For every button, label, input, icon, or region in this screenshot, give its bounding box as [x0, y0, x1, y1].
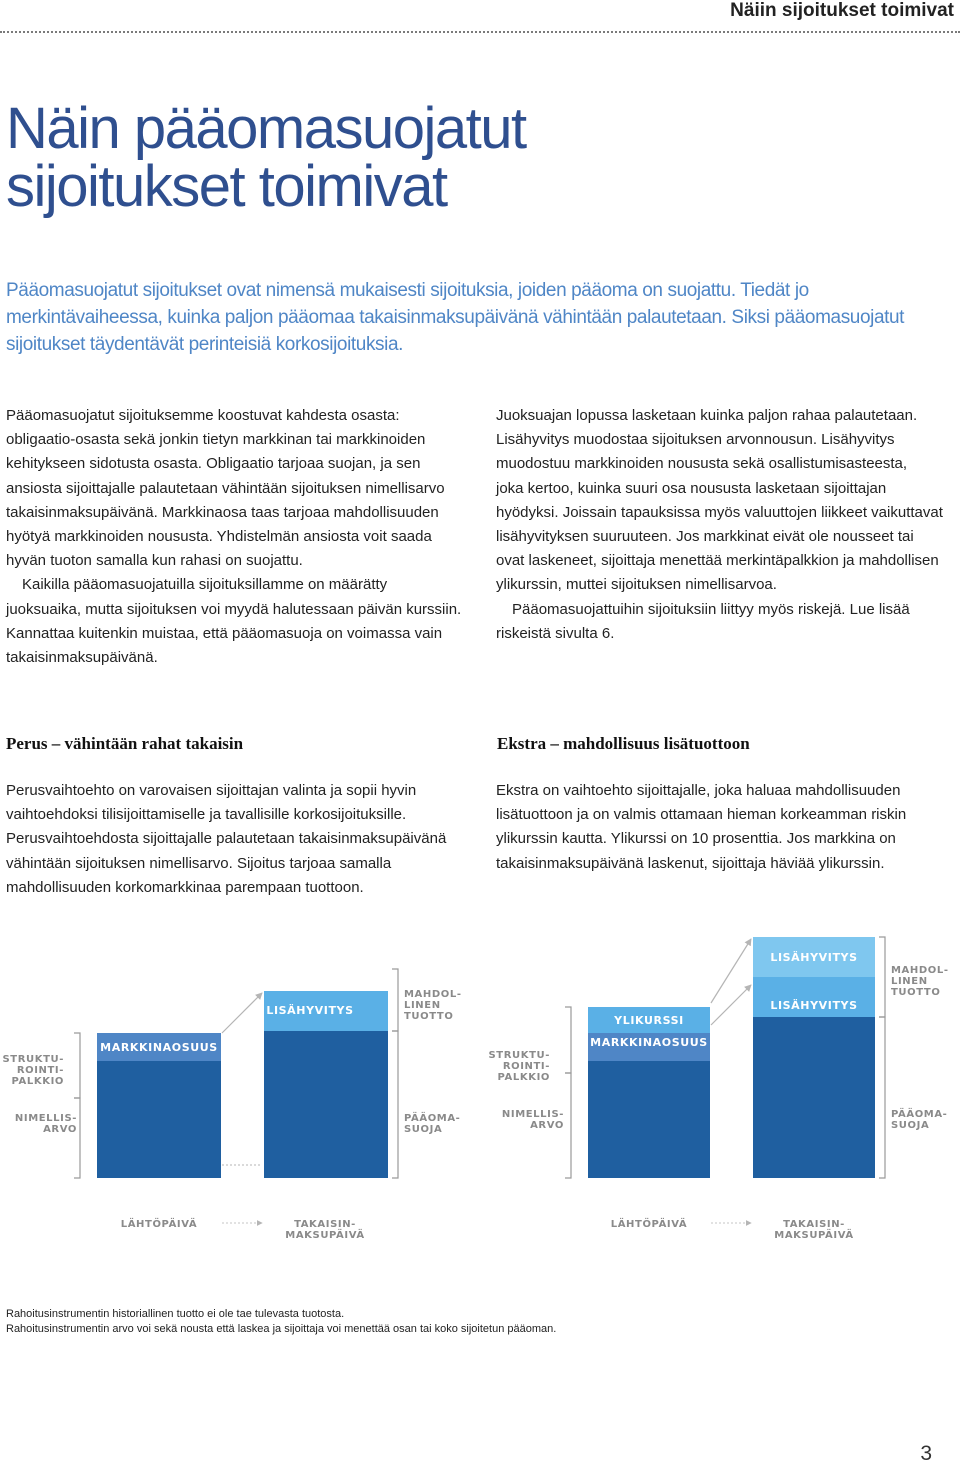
text-line: ovat laskeneet, sijoittaja menettää merkintäpalkkion ja mahdollisen — [496, 552, 939, 570]
ekstra-nimellis-label-1: NIMELLIS- — [501, 1109, 564, 1120]
ekstra-paaoma-label-2: SUOJA — [891, 1120, 930, 1131]
strukt-label-2: ROINTI- — [16, 1065, 64, 1076]
ekstra-takaisin-label-1: TAKAISIN- — [783, 1219, 845, 1230]
text-line: Kannattaa kuitenkin muistaa, että pääomasuoja on voimassa vain — [6, 624, 443, 642]
markkinaosuus-label: MARKKINAOSUUS — [100, 1041, 218, 1054]
text-line: vaihtoehdoksi tilisijoittamiselle ja tavallisille korkosijoituksille. — [6, 806, 407, 824]
text-line: juoksuaika, mutta sijoituksen voi myydä halutessaan päivän kurssiin. — [6, 600, 462, 618]
text-line: Pääomasuojatut sijoituksemme koostuvat kahdesta osasta: — [6, 407, 400, 424]
text-line: hyödyksi. Joissain tapauksissa myös valuuttojen liikkeet vaikuttavat — [496, 503, 943, 521]
ekstra-strukt-label-3: PALKKIO — [497, 1072, 550, 1083]
text-line: takaisinmaksupäivänä laskenut, sijoittaja häviää ylikurssin. — [496, 854, 885, 872]
footnote-1: Rahoitusinstrumentin historiallinen tuotto ei ole tae tulevasta tuotosta. — [6, 1308, 345, 1320]
ekstra-strukt-label-2: ROINTI- — [502, 1061, 550, 1072]
footnote-2: Rahoitusinstrumentin arvo voi sekä nousta että laskea ja sijoittaja voi menettää osan tai koko sijoitetun pääoman. — [6, 1323, 557, 1335]
mahdollinen-label-2: LINEN — [404, 1000, 441, 1011]
text-line: Juoksuajan lopussa lasketaan kuinka paljon rahaa palautetaan. — [496, 407, 918, 424]
perus-heading: Perus – vähintään rahat takaisin — [6, 734, 244, 753]
perus-description — [6, 779, 476, 900]
strukt-label-3: PALKKIO — [11, 1076, 64, 1087]
text-line: ylikurssin, muttei sijoituksen nimellisarvoa. — [496, 576, 777, 594]
text-line: vähintään sijoituksen nimellisarvo. Sijoitus tarjoaa samalla — [6, 854, 392, 872]
nimellisarvo-label: NIMELLISARVO — [275, 1185, 375, 1198]
body-column-right — [496, 404, 956, 646]
text-line: ylikurssin kautta. Ylikurssi on 10 prosenttia. Jos markkina on — [496, 830, 896, 848]
page-number: 3 — [920, 1442, 932, 1465]
nimellis-label-1: NIMELLIS- — [14, 1113, 77, 1124]
nimellis-label-2: ARVO — [43, 1124, 77, 1135]
page-title-line-1: Näin pääomasuojatut — [6, 96, 526, 161]
ekstra-mahdollinen-label-1: MAHDOL- — [891, 965, 949, 976]
header-divider — [0, 31, 960, 33]
text-line: Ekstra on vaihtoehto sijoittajalle, joka haluaa mahdollisuuden — [496, 782, 901, 799]
intro-line: merkintävaiheessa, kuinka paljon pääomaa takaisinmaksupäivänä vähintään palautetaan. Siksi pääomasuojatut — [6, 307, 905, 328]
ylikurssi-label: YLIKURSSI — [614, 1014, 684, 1027]
text-line: mahdollisuuden korkomarkkinaa parempaan tuottoon. — [6, 878, 364, 896]
ekstra-strukt-label-1: STRUKTU- — [488, 1050, 550, 1061]
obligation-label: OBLIGATION — [608, 1181, 690, 1194]
text-line: obligaatio-osasta sekä jonkin tietyn markkinan tai markkinoiden — [6, 431, 426, 449]
lisahyvitys-label: LISÄHYVITYS — [266, 1004, 354, 1017]
ekstra-description — [496, 779, 956, 876]
takaisin-label-1: TAKAISIN- — [294, 1219, 356, 1230]
ylikurssi-overlay — [0, 925, 960, 1055]
text-line: riskeistä sivulta 6. — [496, 624, 615, 642]
ekstra-lahtopaiva-label: LÄHTÖPÄIVÄ — [610, 1219, 688, 1230]
ekstra-nimellisarvo-label: NIMELLISARVO — [764, 1181, 864, 1194]
running-header: Näiin sijoitukset toimivat — [730, 0, 954, 21]
obligaatio-label: OBLIGAATIO — [118, 1185, 200, 1198]
text-line: Perusvaihtoehdosta sijoittajalle palautetaan takaisinmaksupäivänä — [6, 830, 447, 848]
text-line: Kaikilla pääomasuojatuilla sijoituksillamme on määrätty — [22, 576, 388, 594]
ekstra-markkinaosuus-label: MARKKINAOSUUS — [590, 1036, 708, 1049]
ekstra-heading: Ekstra – mahdollisuus lisätuottoon — [497, 734, 750, 753]
page-title-line-2: sijoitukset toimivat — [6, 154, 447, 219]
lisahyvitys-top-label: LISÄHYVITYS — [770, 951, 858, 964]
page-title — [6, 96, 526, 219]
ekstra-mahdollinen-label-2: LINEN — [891, 976, 928, 987]
paaoma-label-1: PÄÄOMA- — [404, 1113, 461, 1124]
text-line: takaisinmaksupäivänä. — [6, 649, 158, 667]
text-line: kehitykseen sidotusta osasta. Obligaatio tarjoaa suojan, ja sen — [6, 455, 421, 473]
text-line: Pääomasuojattuihin sijoituksiin liittyy myös riskejä. Lue lisää — [512, 600, 910, 618]
intro-line: Pääomasuojatut sijoitukset ovat nimensä mukaisesti sijoituksia, joiden pääoma on suojattu. Tiedät jo — [6, 280, 809, 301]
ekstra-mahdollinen-label-3: TUOTTO — [891, 987, 941, 998]
strukt-label-1: STRUKTU- — [2, 1054, 64, 1065]
lahtopaiva-label: LÄHTÖPÄIVÄ — [120, 1219, 198, 1230]
ekstra-paaoma-label-1: PÄÄOMA- — [891, 1109, 948, 1120]
lisahyvitys-label: LISÄHYVITYS — [770, 999, 858, 1012]
ekstra-takaisin-label-2: MAKSUPÄIVÄ — [774, 1230, 854, 1241]
text-line: ansiosta sijoittajalle palautetaan vähintään sijoituksen nimellisarvo — [6, 479, 445, 497]
text-line: Lisähyvitys muodostaa sijoituksen arvonnousun. Lisähyvitys — [496, 431, 895, 449]
text-line: Perusvaihtoehto on varovaisen sijoittajan valinta ja sopii hyvin — [6, 782, 417, 799]
nimellisarvo-bracket — [74, 1098, 80, 1178]
text-line: muodostuu markkinoiden noususta sekä osallistumisasteesta, — [496, 455, 908, 473]
intro-paragraph — [6, 277, 946, 358]
body-column-left — [6, 404, 476, 670]
takaisin-label-2: MAKSUPÄIVÄ — [285, 1230, 365, 1241]
intro-line: sijoitukset täydentävät perinteisiä korkosijoituksia. — [6, 334, 404, 355]
ekstra-nimellisarvo-bracket — [565, 1073, 571, 1178]
ekstra-nimellis-label-2: ARVO — [530, 1120, 564, 1131]
text-line: lisähyvityksen suuruuteen. Jos markkinat eivät ole nousseet tai — [496, 528, 914, 546]
mahdollinen-label-3: TUOTTO — [404, 1011, 454, 1022]
text-line: hyötyä markkinoiden noususta. Yhdistelmän ansiosta voit saada — [6, 528, 432, 546]
text-line: takaisinmaksupäivänä. Markkinaosa taas tarjoaa mahdollisuuden — [6, 503, 439, 521]
text-line: joka kertoo, kuinka suuri osa noususta lasketaan sijoittajan — [496, 479, 887, 497]
text-line: hyvän tuoton samalla kun rahasi on suojattu. — [6, 552, 303, 570]
text-line: lisätuottoon ja on valmis ottamaan hieman korkeamman riskin — [496, 806, 907, 824]
mahdollinen-label-1: MAHDOL- — [404, 989, 462, 1000]
paaoma-label-2: SUOJA — [404, 1124, 443, 1135]
